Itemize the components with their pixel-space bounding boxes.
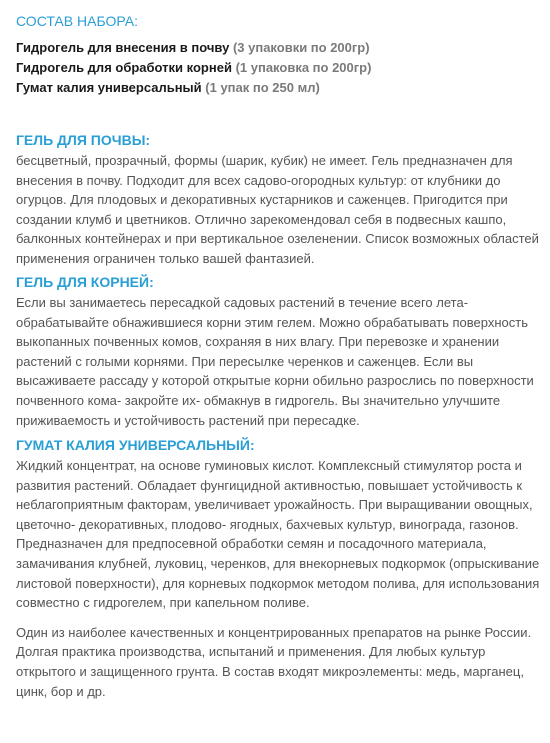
root-gel-text: Если вы занимаетесь пересадкой садовых растений в течение всего лета- обрабатывайте обнажившиеся корни этим гелем. Можно обрабатывать поверхность выкопанных почвенных комов, сохраняя в них влагу. При перевозке и хранении растений с голыми корнями. При пересылке черенков и саженцев. Если вы высаживаете рассаду у которой открытые корни обильно разрослись по поверхности почвенного кома- закройте их- обмакнув в гидрогель. Вы значительно улучшите приживаемость и устойчивость растений при пересадке.: [16, 295, 534, 428]
humate-section: [16, 436, 541, 701]
kit-title: СОСТАВ НАБОРА:: [16, 13, 138, 29]
soil-gel-title: ГЕЛЬ ДЛЯ ПОЧВЫ:: [16, 132, 151, 148]
kit-item-name: Гидрогель для внесения в почву: [16, 40, 230, 55]
kit-list: [16, 38, 541, 98]
root-gel-title: ГЕЛЬ ДЛЯ КОРНЕЙ:: [16, 274, 154, 290]
kit-item: [16, 38, 541, 58]
kit-item-qty: (3 упаковки по 200гр): [232, 40, 370, 55]
soil-gel-text: бесцветный, прозрачный, формы (шарик, кубик) не имеет. Гель предназначен для внесения в почву. Подходит для всех садово-огородных культур: от клубники до огурцов. Для плодовых и декоративных кустарников и саженцев. Пригодится при создании клумб и цветников. Отлично зарекомендовал себя в подвесных кашпо, балконных контейнерах и при вертикальное озеленении. Список возможных областей применения ограничен только вашей фантазией.: [16, 153, 539, 266]
kit-item: [16, 58, 541, 78]
humate-title: ГУМАТ КАЛИЯ УНИВЕРСАЛЬНЫЙ:: [16, 437, 255, 453]
humate-text-extra: Один из наиболее качественных и концентрированных препаратов на рынке России. Долгая практика производства, испытаний и применения. Для любых культур открытого и защищенного грунта. В состав входят микроэлементы: медь, марганец, цинк, бор и др.: [16, 624, 532, 699]
kit-item-name: Гидрогель для обработки корней: [16, 60, 232, 75]
kit-item-name: Гумат калия универсальный: [16, 80, 202, 95]
kit-item: [16, 78, 541, 98]
soil-gel-section: [16, 131, 541, 269]
kit-item-qty: (1 упаковка по 200гр): [235, 60, 372, 75]
root-gel-section: [16, 273, 541, 430]
kit-item-qty: (1 упак по 250 мл): [205, 80, 320, 95]
humate-text: Жидкий концентрат, на основе гуминовых кислот. Комплексный стимулятор роста и развития растений. Обладает фунгицидной активностью, повышает устойчивость к неблагоприятным факторам, увеличивает урожайность. При выращивании овощных, цветочно- декоративных, плодово- ягодных, бахчевых культур, винограда, газонов. Предназначен для предпосевной обработки семян и посадочного материала, замачивания клубней, луковиц, черенков, для внекорневых подкормок (опрыскивание листовой поверхности), для корневых подкормок методом полива, для использования совместно с гидрогелем, при капельном поливе.: [16, 458, 540, 611]
